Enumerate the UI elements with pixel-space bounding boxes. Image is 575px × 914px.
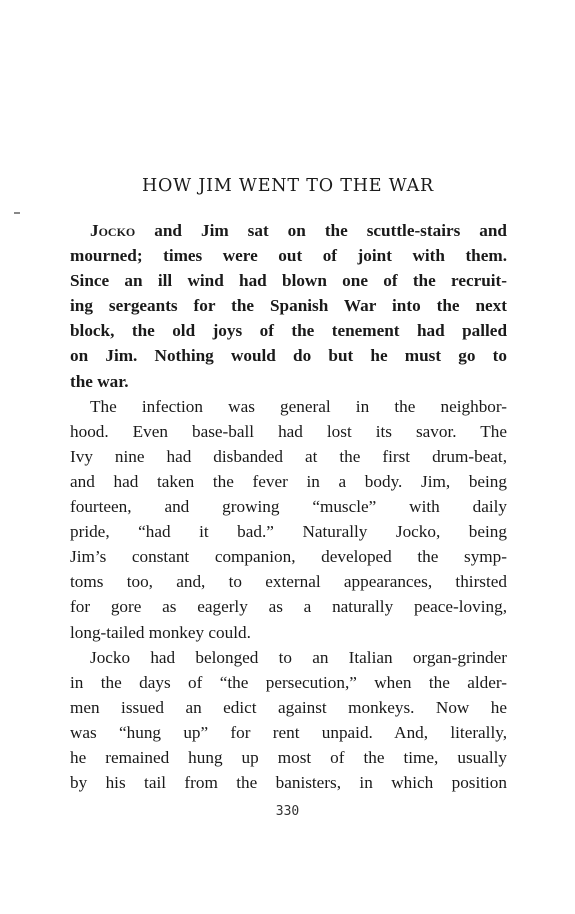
text-line: Jim’s constant companion, developed the symp- (70, 547, 507, 567)
text-line: the war. (70, 371, 129, 391)
text-line: ing sergeants for the Spanish War into the next (70, 296, 507, 316)
chapter-title: HOW JIM WENT TO THE WAR (141, 176, 435, 196)
text-line: was “hung up” for rent unpaid. And, literally, (70, 722, 507, 742)
text-line: toms too, and, to external appearances, thirsted (70, 572, 507, 592)
paragraph-3 (70, 645, 507, 796)
text-line: for gore as eagerly as a naturally peace-loving, (70, 597, 507, 617)
text-line: The infection was general in the neighbor- (90, 396, 507, 416)
paragraph-1 (70, 218, 507, 394)
text-line: pride, “had it bad.” Naturally Jocko, being (70, 522, 507, 542)
text-line: Jocko had belonged to an Italian organ-grinder (90, 647, 507, 667)
text-line: and had taken the fever in a body. Jim, being (70, 471, 507, 491)
text-line: long-tailed monkey could. (70, 622, 251, 642)
text-line: hood. Even base-ball had lost its savor. The (70, 421, 507, 441)
text-line: fourteen, and growing “muscle” with daily (70, 497, 507, 517)
margin-mark (14, 212, 20, 214)
text-line: mourned; times were out of joint with them. (70, 246, 507, 266)
body-text (70, 218, 507, 795)
text-line: Ivy nine had disbanded at the first drum-beat, (70, 446, 507, 466)
page-number: 330 (275, 804, 300, 819)
small-caps-lead: Jocko (90, 221, 136, 240)
text-line: men issued an edict against monkeys. Now he (70, 697, 507, 717)
text-line: block, the old joys of the tenement had palled (70, 321, 507, 341)
paragraph-2 (70, 394, 507, 645)
text-line: Jocko and Jim sat on the scuttle-stairs and (90, 221, 507, 240)
text-line: on Jim. Nothing would do but he must go to (70, 346, 507, 366)
text-line: by his tail from the banisters, in which position (70, 773, 507, 793)
text-line: he remained hung up most of the time, usually (70, 747, 507, 767)
text-line: Since an ill wind had blown one of the recruit- (70, 271, 507, 291)
text-line: in the days of “the persecution,” when the alder- (70, 672, 507, 692)
